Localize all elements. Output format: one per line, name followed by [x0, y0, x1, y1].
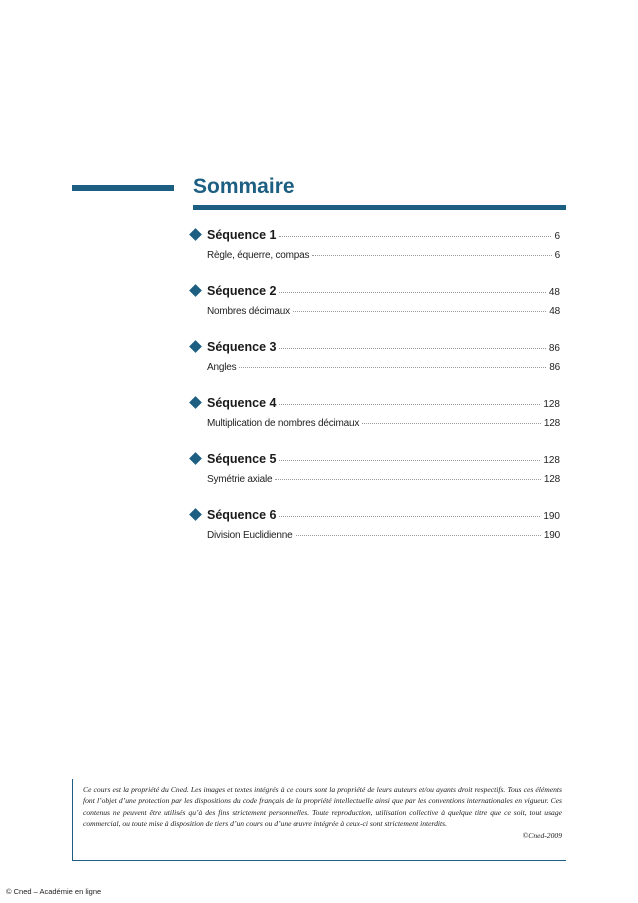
dot-leader [279, 292, 545, 293]
toc-entry-sequence-5[interactable] [190, 452, 560, 474]
table-of-contents [190, 228, 560, 564]
page-number: 6 [554, 250, 560, 261]
diamond-icon [189, 508, 202, 521]
dot-leader [293, 311, 546, 312]
page-number: 190 [543, 530, 560, 541]
page-footer: © Cned – Académie en ligne [6, 887, 102, 896]
toc-entry-topic-3[interactable] [190, 362, 560, 382]
sequence-label: Séquence 5 [207, 452, 277, 466]
decorative-rule-left [72, 185, 174, 191]
toc-entry-topic-1[interactable] [190, 250, 560, 270]
toc-sequence [190, 284, 560, 340]
page-number: 48 [548, 287, 560, 298]
sequence-label: Séquence 6 [207, 508, 277, 522]
notice-copyright: ©Cned-2009 [522, 830, 562, 840]
copyright-notice [72, 779, 566, 861]
sequence-label: Séquence 2 [207, 284, 277, 298]
page-number: 128 [543, 474, 560, 485]
notice-text: Ce cours est la propriété du Cned. Les images et textes intégrés à ce cours sont la propriété de leurs auteurs et/ou ayants droit respectifs. Tous ces éléments font l’objet d’une protection par les dispositions du code français de la propriété intellectuelle ainsi que par les conventions internationales en vigueur. Ces contenus ne peuvent être utilisés qu’à des fins strictement personnelles. Toute reproduction, utilisation collective à quelque titre que ce soit, tout usage commercial, ou toute mise à disposition de tiers d’un cours ou d’une œuvre intégrée à ceux-ci sont strictement interdits. [83, 785, 562, 829]
page-number: 128 [543, 455, 560, 466]
toc-entry-sequence-6[interactable] [190, 508, 560, 530]
dot-leader [279, 460, 540, 461]
toc-entry-topic-4[interactable] [190, 418, 560, 438]
topic-label: Division Euclidienne [207, 530, 293, 541]
page-number: 86 [549, 362, 560, 373]
toc-entry-topic-2[interactable] [190, 306, 560, 326]
toc-entry-sequence-4[interactable] [190, 396, 560, 418]
toc-entry-topic-5[interactable] [190, 474, 560, 494]
dot-leader [279, 516, 540, 517]
diamond-icon [189, 340, 202, 353]
page-number: 6 [554, 231, 560, 242]
toc-sequence [190, 452, 560, 508]
dot-leader [275, 479, 541, 480]
dot-leader [279, 348, 545, 349]
toc-sequence [190, 508, 560, 564]
page-number: 48 [549, 306, 560, 317]
diamond-icon [189, 452, 202, 465]
dot-leader [362, 423, 541, 424]
topic-label: Multiplication de nombres décimaux [207, 418, 360, 429]
diamond-icon [189, 396, 202, 409]
dot-leader [312, 255, 551, 256]
toc-sequence [190, 228, 560, 284]
page-number: 86 [548, 343, 560, 354]
topic-label: Symétrie axiale [207, 474, 273, 485]
toc-entry-sequence-2[interactable] [190, 284, 560, 306]
page-title: Sommaire [193, 175, 295, 198]
toc-sequence [190, 340, 560, 396]
toc-entry-sequence-3[interactable] [190, 340, 560, 362]
sequence-label: Séquence 4 [207, 396, 277, 410]
toc-sequence [190, 396, 560, 452]
dot-leader [279, 236, 551, 237]
dot-leader [239, 367, 546, 368]
title-underline [193, 205, 566, 210]
toc-entry-topic-6[interactable] [190, 530, 560, 550]
topic-label: Règle, équerre, compas [207, 250, 310, 261]
toc-entry-sequence-1[interactable] [190, 228, 560, 250]
topic-label: Angles [207, 362, 237, 373]
diamond-icon [189, 228, 202, 241]
dot-leader [279, 404, 540, 405]
topic-label: Nombres décimaux [207, 306, 290, 317]
dot-leader [296, 535, 541, 536]
page-number: 190 [543, 511, 560, 522]
sequence-label: Séquence 1 [207, 228, 277, 242]
page-number: 128 [543, 399, 560, 410]
page-number: 128 [543, 418, 560, 429]
diamond-icon [189, 284, 202, 297]
sequence-label: Séquence 3 [207, 340, 277, 354]
